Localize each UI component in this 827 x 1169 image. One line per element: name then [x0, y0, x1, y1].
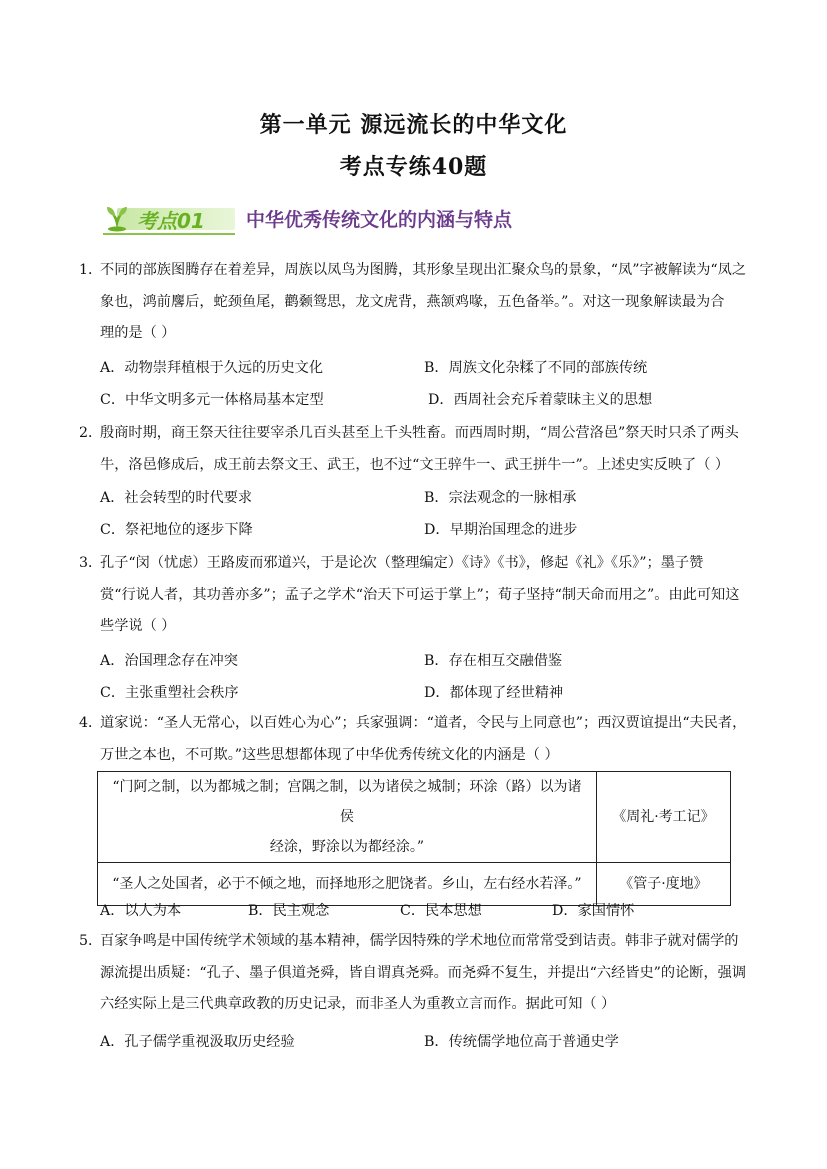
question-number: 2．	[79, 425, 103, 441]
page-subtitle: 考点专练40题	[339, 154, 488, 180]
table-cell-source: 《管子·度地》	[596, 863, 730, 906]
table-row	[98, 772, 731, 863]
badge-label: 考点01	[137, 209, 205, 233]
option-d[interactable]: D．早期治国理念的进步	[424, 522, 578, 538]
option-c[interactable]: C．民本思想	[400, 903, 482, 919]
option-a[interactable]: A．孔子儒学重视汲取历史经验	[100, 1034, 295, 1050]
question-3	[79, 548, 759, 643]
question-text-line: 万世之本也，不可欺。”这些思想都体现了中华优秀传统文化的内涵是（ ）	[100, 746, 559, 763]
question-number: 5．	[79, 933, 103, 949]
option-a[interactable]: A．社会转型的时代要求	[100, 490, 253, 506]
question-text-line: 不同的部族图腾存在着差异，周族以凤鸟为图腾，其形象呈现出汇聚众鸟的景象，“凤”字被解读为“凤之	[100, 262, 747, 278]
question-number: 4．	[79, 715, 103, 731]
option-b[interactable]: B．周族文化杂糅了不同的部族传统	[424, 360, 648, 376]
option-c[interactable]: C．祭祀地位的逐步下降	[100, 522, 253, 538]
question-text-line: 牛，洛邑修成后，成王前去祭文王、武王，也不过“文王骍牛一、武王拼牛一”。上述史实反映了（ ）	[100, 456, 730, 473]
question-text-line: 象也，鸿前麐后，蛇颈鱼尾，鹳颡鸳思，龙文虎背，燕颔鸡喙，五色备举。”。对这一现象解读最为合	[100, 293, 725, 310]
option-b[interactable]: B．传统儒学地位高于普通史学	[424, 1034, 619, 1050]
option-a[interactable]: A．动物崇拜植根于久远的历史文化	[100, 360, 324, 376]
option-b[interactable]: B．民主观念	[248, 903, 330, 919]
leaf-icon	[103, 203, 131, 233]
option-b[interactable]: B．存在相互交融借鉴	[424, 653, 563, 669]
section-badge	[103, 203, 235, 235]
question-4	[79, 708, 759, 771]
question-2	[79, 418, 759, 481]
question-text-line: 源流提出质疑：“孔子、墨子俱道尧舜，皆自谓真尧舜。而尧舜不复生，并提出“六经皆史”的论断，强调	[100, 964, 747, 981]
option-d[interactable]: D．都体现了经世精神	[424, 685, 564, 701]
section-title: 中华优秀传统文化的内涵与特点	[246, 209, 513, 231]
option-d[interactable]: D．西周社会充斥着蒙昧主义的思想	[428, 392, 653, 408]
question-5	[79, 926, 759, 1021]
question-text-line: 六经实际上是三代典章政教的历史记录，而非圣人为重教立言而作。据此可知（ ）	[100, 996, 616, 1012]
question-text-line: 些学说（ ）	[100, 618, 176, 634]
option-a[interactable]: A．以人为本	[100, 903, 182, 919]
question-text-line: 百家争鸣是中国传统学术领域的基本精神，儒学因特殊的学术地位而常常受到诘责。韩非子就对儒学的	[100, 933, 739, 949]
page-title: 第一单元 源远流长的中华文化	[259, 112, 568, 138]
question-1	[79, 255, 759, 350]
question-number: 3．	[79, 555, 103, 571]
question-number: 1．	[79, 262, 103, 278]
quote-line: “圣人之处国者，必于不倾之地，而择地形之肥饶者。乡山，左右经水若泽。”	[112, 876, 582, 892]
question-text-line: 殷商时期，商王祭天往往要宰杀几百头甚至上千头牲畜。而西周时期，“周公营洛邑”祭天时只杀了两头	[100, 425, 739, 441]
quote-line: “门阿之制，以为都城之制；宫隅之制，以为诸侯之城制；环涂（路）以为诸侯	[112, 779, 582, 825]
source-table	[97, 771, 731, 906]
option-b[interactable]: B．宗法观念的一脉相承	[424, 490, 577, 506]
quote-line: 经涂，野涂以为都经涂。”	[269, 839, 425, 855]
table-cell-quote	[98, 772, 597, 863]
question-text-line: 道家说：“圣人无常心，以百姓心为心”；兵家强调：“道者，令民与上同意也”；西汉贾谊提出“夫民者，	[100, 715, 747, 731]
table-cell-source: 《周礼·考工记》	[596, 772, 730, 863]
option-c[interactable]: C．中华文明多元一体格局基本定型	[100, 392, 324, 408]
option-c[interactable]: C．主张重塑社会秩序	[100, 685, 239, 701]
question-text-line: 理的是（ ）	[100, 325, 176, 341]
question-text-line: 孔子“闵（忧虑）王路废而邪道兴，于是论次（整理编定）《诗》《书》，修起《礼》《乐》”；墨子赞	[100, 555, 704, 571]
question-text-line: 赏“行说人者，其功善亦多”；孟子之学术“治天下可运于掌上”；荀子坚持“制天命而用之”。由此可知这	[100, 586, 740, 603]
option-a[interactable]: A．治国理念存在冲突	[100, 653, 238, 669]
option-d[interactable]: D．家国情怀	[552, 903, 635, 919]
